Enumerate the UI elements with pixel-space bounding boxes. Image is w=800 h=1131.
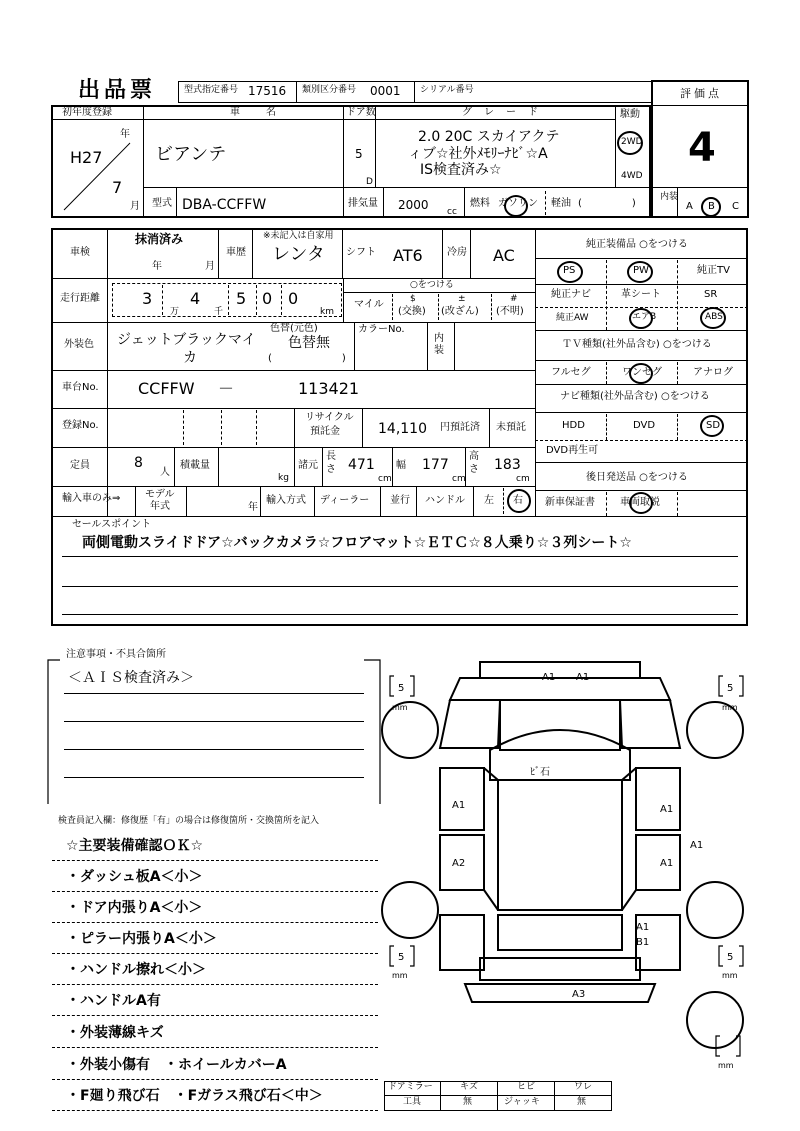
- recycle-not-paid: 未預託: [496, 422, 526, 433]
- mileage-digit-2: 4: [190, 289, 201, 308]
- fuel-label: 燃料: [470, 198, 490, 209]
- color-label: 外装色: [64, 339, 94, 350]
- mileage-modify: (改ざん): [441, 306, 479, 317]
- later-title: 後日発送品 ○をつける: [586, 472, 688, 483]
- first-reg-era-year: H27: [70, 148, 103, 167]
- color-number-label: カラーNo.: [358, 324, 405, 335]
- chassis-label: 車台No.: [62, 382, 99, 393]
- interior-color-label-2: 装: [434, 345, 444, 356]
- door-count-label: ドア数: [346, 107, 376, 118]
- mm-unit-fl: mm: [392, 703, 408, 712]
- legend-header-scratch: キズ: [460, 1082, 478, 1092]
- width-label: 幅: [396, 460, 406, 471]
- mark-a1-right-rear: A1: [660, 858, 674, 869]
- handle-left: 左: [484, 495, 494, 506]
- car-name: ビアンテ: [155, 144, 227, 165]
- type-no-value: 17516: [248, 84, 287, 98]
- model-code: DBA-CCFFW: [182, 197, 267, 213]
- recycle-label-2: 預託金: [310, 426, 340, 437]
- equip-pw: PW: [633, 265, 649, 276]
- capacity-person-unit: 人: [160, 467, 170, 478]
- handle-label: ハンドル: [425, 495, 465, 506]
- serial-label: シリアル番号: [420, 85, 474, 95]
- fuel-gasoline-circle: [504, 195, 528, 217]
- mileage-digit-1: 3: [142, 289, 153, 308]
- capacity-persons: 8: [134, 455, 143, 471]
- car-damage-diagram: [380, 640, 760, 1080]
- inspector-line-7: ・外装薄線キズ: [66, 1025, 164, 1041]
- tire-depth-front-left: 5: [398, 683, 405, 694]
- mm-unit-rr: mm: [722, 971, 738, 980]
- first-reg-month: 7: [112, 178, 123, 197]
- equip-abs: ABS: [705, 312, 723, 322]
- mm-unit-fr: mm: [722, 703, 738, 712]
- history-label: 車歴: [226, 247, 246, 258]
- later-manual-circle: [629, 492, 653, 514]
- mileage-digit-4: 0: [262, 289, 273, 308]
- inspection-month-label: 月: [205, 261, 215, 272]
- date-slash: [58, 138, 138, 216]
- recycle-amount: 14,110: [378, 421, 427, 437]
- navi-title: ナビ種類(社外品含む) ○をつける: [560, 391, 710, 402]
- inspection-year-label: 年: [152, 261, 162, 272]
- notes-label: 注意事項・不具合箇所: [66, 649, 166, 660]
- equip-abs-circle: [700, 307, 726, 329]
- later-manual: 車両取説: [620, 497, 660, 508]
- inspector-line-8: ・外装小傷有 ・ホイールカバーA: [66, 1057, 287, 1073]
- mark-a1-right-front: A1: [660, 804, 674, 815]
- first-reg-label: 初年度登録: [62, 107, 112, 118]
- fuel-diesel: 軽油: [551, 198, 571, 209]
- import-dealer: ディーラー: [320, 495, 370, 506]
- equip-airbag-circle: [629, 308, 653, 329]
- recycle-paid: 円預託済: [440, 422, 480, 433]
- inspector-label: 検査員記入欄：修復歴「有」の場合は修復箇所・交換箇所を記入: [58, 816, 320, 826]
- mark-a1-left-front: A1: [452, 800, 466, 811]
- capacity-label: 定員: [70, 460, 90, 471]
- mileage-unknown: (不明): [496, 306, 524, 317]
- registration-label: 登録No.: [62, 420, 99, 431]
- legend-header-break: ワレ: [574, 1082, 593, 1092]
- color-value-2: カ: [183, 350, 197, 366]
- dvd-playable: DVD再生可: [546, 445, 599, 456]
- mark-a1-right-quarter: A1: [636, 922, 650, 933]
- tire-depth-front-right: 5: [727, 683, 734, 694]
- equip-tv: 純正TV: [697, 265, 730, 276]
- width-value: 177: [422, 457, 449, 473]
- mileage-label: 走行距離: [60, 293, 100, 304]
- inspection-label: 車検: [70, 247, 90, 258]
- inspector-line-5: ・ハンドル擦れ＜小＞: [66, 962, 206, 978]
- inspector-line-1: ☆主要装備確認ＯＫ☆: [66, 838, 204, 854]
- inspector-line-9: ・F廻り飛び石 ・Fガラス飛び石＜中＞: [66, 1088, 323, 1104]
- tv-analog: アナログ: [693, 367, 733, 378]
- inspection-value: 抹消済み: [135, 232, 184, 246]
- import-label: 輸入車のみ⇒: [62, 493, 121, 504]
- height-value: 183: [494, 457, 521, 473]
- type-no-label: 型式指定番号: [184, 85, 239, 95]
- sales-point-text: 両側電動スライドドア☆バックカメラ☆フロアマット☆ＥＴＣ☆８人乗り☆３列シート☆: [82, 535, 632, 551]
- load-label: 積載量: [180, 460, 210, 471]
- car-name-label: 車 名: [230, 107, 278, 118]
- grade-line-1: 2.0 20C スカイアクテ: [418, 129, 560, 145]
- color-change-label: 色替(元色): [270, 323, 318, 334]
- shift-label: シフト: [346, 247, 376, 258]
- sales-point-label: セールスポイント: [72, 519, 152, 530]
- dims-label: 諸元: [298, 460, 318, 471]
- form-title: 出品票: [78, 78, 157, 103]
- fuel-gasoline: ガソリン: [498, 198, 538, 209]
- door-suffix: D: [366, 177, 373, 187]
- class-no-label: 類別区分番号: [302, 85, 357, 95]
- legend-jack: ジャッキ: [504, 1097, 540, 1107]
- rating-label: 評価点: [680, 87, 722, 100]
- mileage-unknown-symbol: #: [510, 294, 518, 304]
- rating-value: 4: [688, 125, 716, 171]
- history-value: レンタ: [272, 244, 325, 265]
- legend-tools: 工具: [403, 1097, 422, 1107]
- equip-airbag: エアB: [632, 312, 657, 322]
- mark-a1-right-wheel: A1: [690, 840, 704, 851]
- fuel-other-paren: ( ): [578, 198, 636, 209]
- equip-pw-circle: [627, 261, 653, 283]
- interior-b: B: [708, 201, 715, 212]
- tv-title: ＴＶ種類(社外品含む) ○をつける: [562, 339, 712, 350]
- height-cm: cm: [516, 474, 530, 484]
- import-year-unit: 年: [248, 502, 258, 513]
- interior-color-label-1: 内: [434, 333, 444, 344]
- color-change-value: 色替無: [288, 335, 330, 351]
- mileage-digit-3: 5: [236, 289, 247, 308]
- mileage-man-unit: 万: [170, 307, 180, 317]
- height-label-2: さ: [469, 464, 479, 475]
- chassis-prefix: CCFFW: [138, 379, 195, 398]
- ac-value: AC: [493, 246, 515, 265]
- legend-jack-none: 無: [577, 1097, 587, 1107]
- navi-sd: SD: [706, 420, 721, 431]
- inspector-line-2: ・ダッシュ板A＜小＞: [66, 869, 203, 885]
- interior-b-circle: [701, 197, 721, 217]
- mark-chip-windshield: ﾋﾞ石: [530, 767, 550, 778]
- ac-label: 冷房: [447, 247, 467, 258]
- year-label: 年: [120, 129, 130, 140]
- length-value: 471: [348, 457, 375, 473]
- legend-tools-none: 無: [463, 1097, 473, 1107]
- color-change-paren: ( ): [268, 353, 346, 364]
- mm-unit-rl: mm: [392, 971, 408, 980]
- import-model-year-1: モデル: [145, 489, 175, 500]
- drive-label: 駆動: [620, 109, 640, 120]
- mark-a1-bumper-left: A1: [542, 672, 556, 683]
- tire-depth-rear-left: 5: [398, 952, 405, 963]
- drive-4wd: 4WD: [621, 171, 643, 181]
- displacement-value: 2000: [398, 198, 429, 212]
- drive-2wd-circle: [617, 131, 643, 155]
- inspector-line-4: ・ピラー内張りA＜小＞: [66, 931, 217, 947]
- inspector-line-6: ・ハンドルA有: [66, 993, 161, 1009]
- import-model-year-2: 年式: [150, 501, 170, 512]
- interior-c: C: [732, 201, 739, 212]
- equip-navi: 純正ナビ: [551, 289, 591, 300]
- legend-header-crack: ヒビ: [517, 1082, 536, 1092]
- mileage-digit-5: 0: [288, 289, 299, 308]
- mm-unit-spare: mm: [718, 1061, 734, 1070]
- displacement-label: 排気量: [348, 198, 378, 209]
- grade-line-3: IS検査済み☆: [420, 162, 502, 178]
- equip-aw: 純正AW: [556, 313, 589, 323]
- equip-ps-circle: [557, 261, 583, 283]
- mileage-modify-symbol: ±: [458, 294, 466, 304]
- recycle-label-1: リサイクル: [305, 412, 354, 423]
- navi-dvd: DVD: [633, 420, 656, 431]
- mileage-exchange: (交換): [398, 306, 426, 317]
- mileage-km-unit: km: [320, 307, 334, 317]
- tire-depth-rear-right: 5: [727, 952, 734, 963]
- mileage-sen-unit: 千: [214, 307, 224, 317]
- mark-a3-rear-bumper: A3: [572, 989, 586, 1000]
- tv-fullseg: フルセグ: [551, 367, 591, 378]
- equip-sr: SR: [704, 289, 718, 300]
- equipment-title: 純正装備品 ○をつける: [586, 239, 688, 250]
- chassis-dash: －: [218, 379, 235, 398]
- height-label-1: 高: [469, 451, 479, 462]
- equip-leather: 革シート: [621, 289, 661, 300]
- length-label-1: 長: [326, 451, 336, 462]
- class-no-value: 0001: [370, 84, 401, 98]
- mark-b1-right-quarter: B1: [636, 937, 650, 948]
- tv-oneseg: ワンセグ: [622, 367, 662, 378]
- chassis-number: 113421: [298, 379, 360, 398]
- interior-a: A: [686, 201, 693, 212]
- tv-oneseg-circle: [629, 363, 653, 384]
- equip-ps: PS: [563, 265, 576, 276]
- month-label: 月: [130, 201, 140, 212]
- history-note: ※未記入は自家用: [263, 231, 334, 241]
- navi-hdd: HDD: [562, 420, 585, 431]
- notes-line-1: ＜ＡＩＳ検査済み＞: [68, 670, 194, 686]
- mark-a1-bumper-right: A1: [576, 672, 590, 683]
- mileage-exchange-symbol: $: [410, 294, 416, 304]
- navi-sd-circle: [700, 415, 724, 437]
- width-cm: cm: [452, 474, 466, 484]
- legend-header-mirror: ドアミラー: [388, 1082, 433, 1092]
- grade-line-2: ィブ☆社外ﾒﾓﾘｰﾅﾋﾞ☆A: [408, 146, 548, 162]
- import-type-label: 輸入方式: [266, 495, 306, 506]
- mileage-mile: マイル: [354, 299, 384, 310]
- model-label: 型式: [152, 198, 172, 209]
- import-parallel: 並行: [390, 495, 410, 506]
- door-count: 5: [355, 147, 363, 161]
- mark-a2-left-rear: A2: [452, 858, 466, 869]
- load-kg: kg: [278, 473, 289, 483]
- length-cm: cm: [378, 474, 392, 484]
- shift-value: AT6: [393, 246, 423, 265]
- color-value-1: ジェットブラックマイ: [117, 332, 256, 348]
- cc-unit: cc: [447, 207, 457, 217]
- mileage-mark-note: ○をつける: [410, 280, 454, 290]
- length-label-2: さ: [326, 464, 336, 475]
- inspector-line-3: ・ドア内張りA＜小＞: [66, 900, 203, 916]
- grade-label: グ レ ー ド: [462, 107, 539, 118]
- interior-label: 内装: [660, 192, 679, 202]
- handle-right-circle: [507, 489, 531, 513]
- later-warranty: 新車保証書: [545, 497, 595, 508]
- drive-2wd: 2WD: [621, 137, 643, 147]
- handle-right: 右: [513, 495, 523, 506]
